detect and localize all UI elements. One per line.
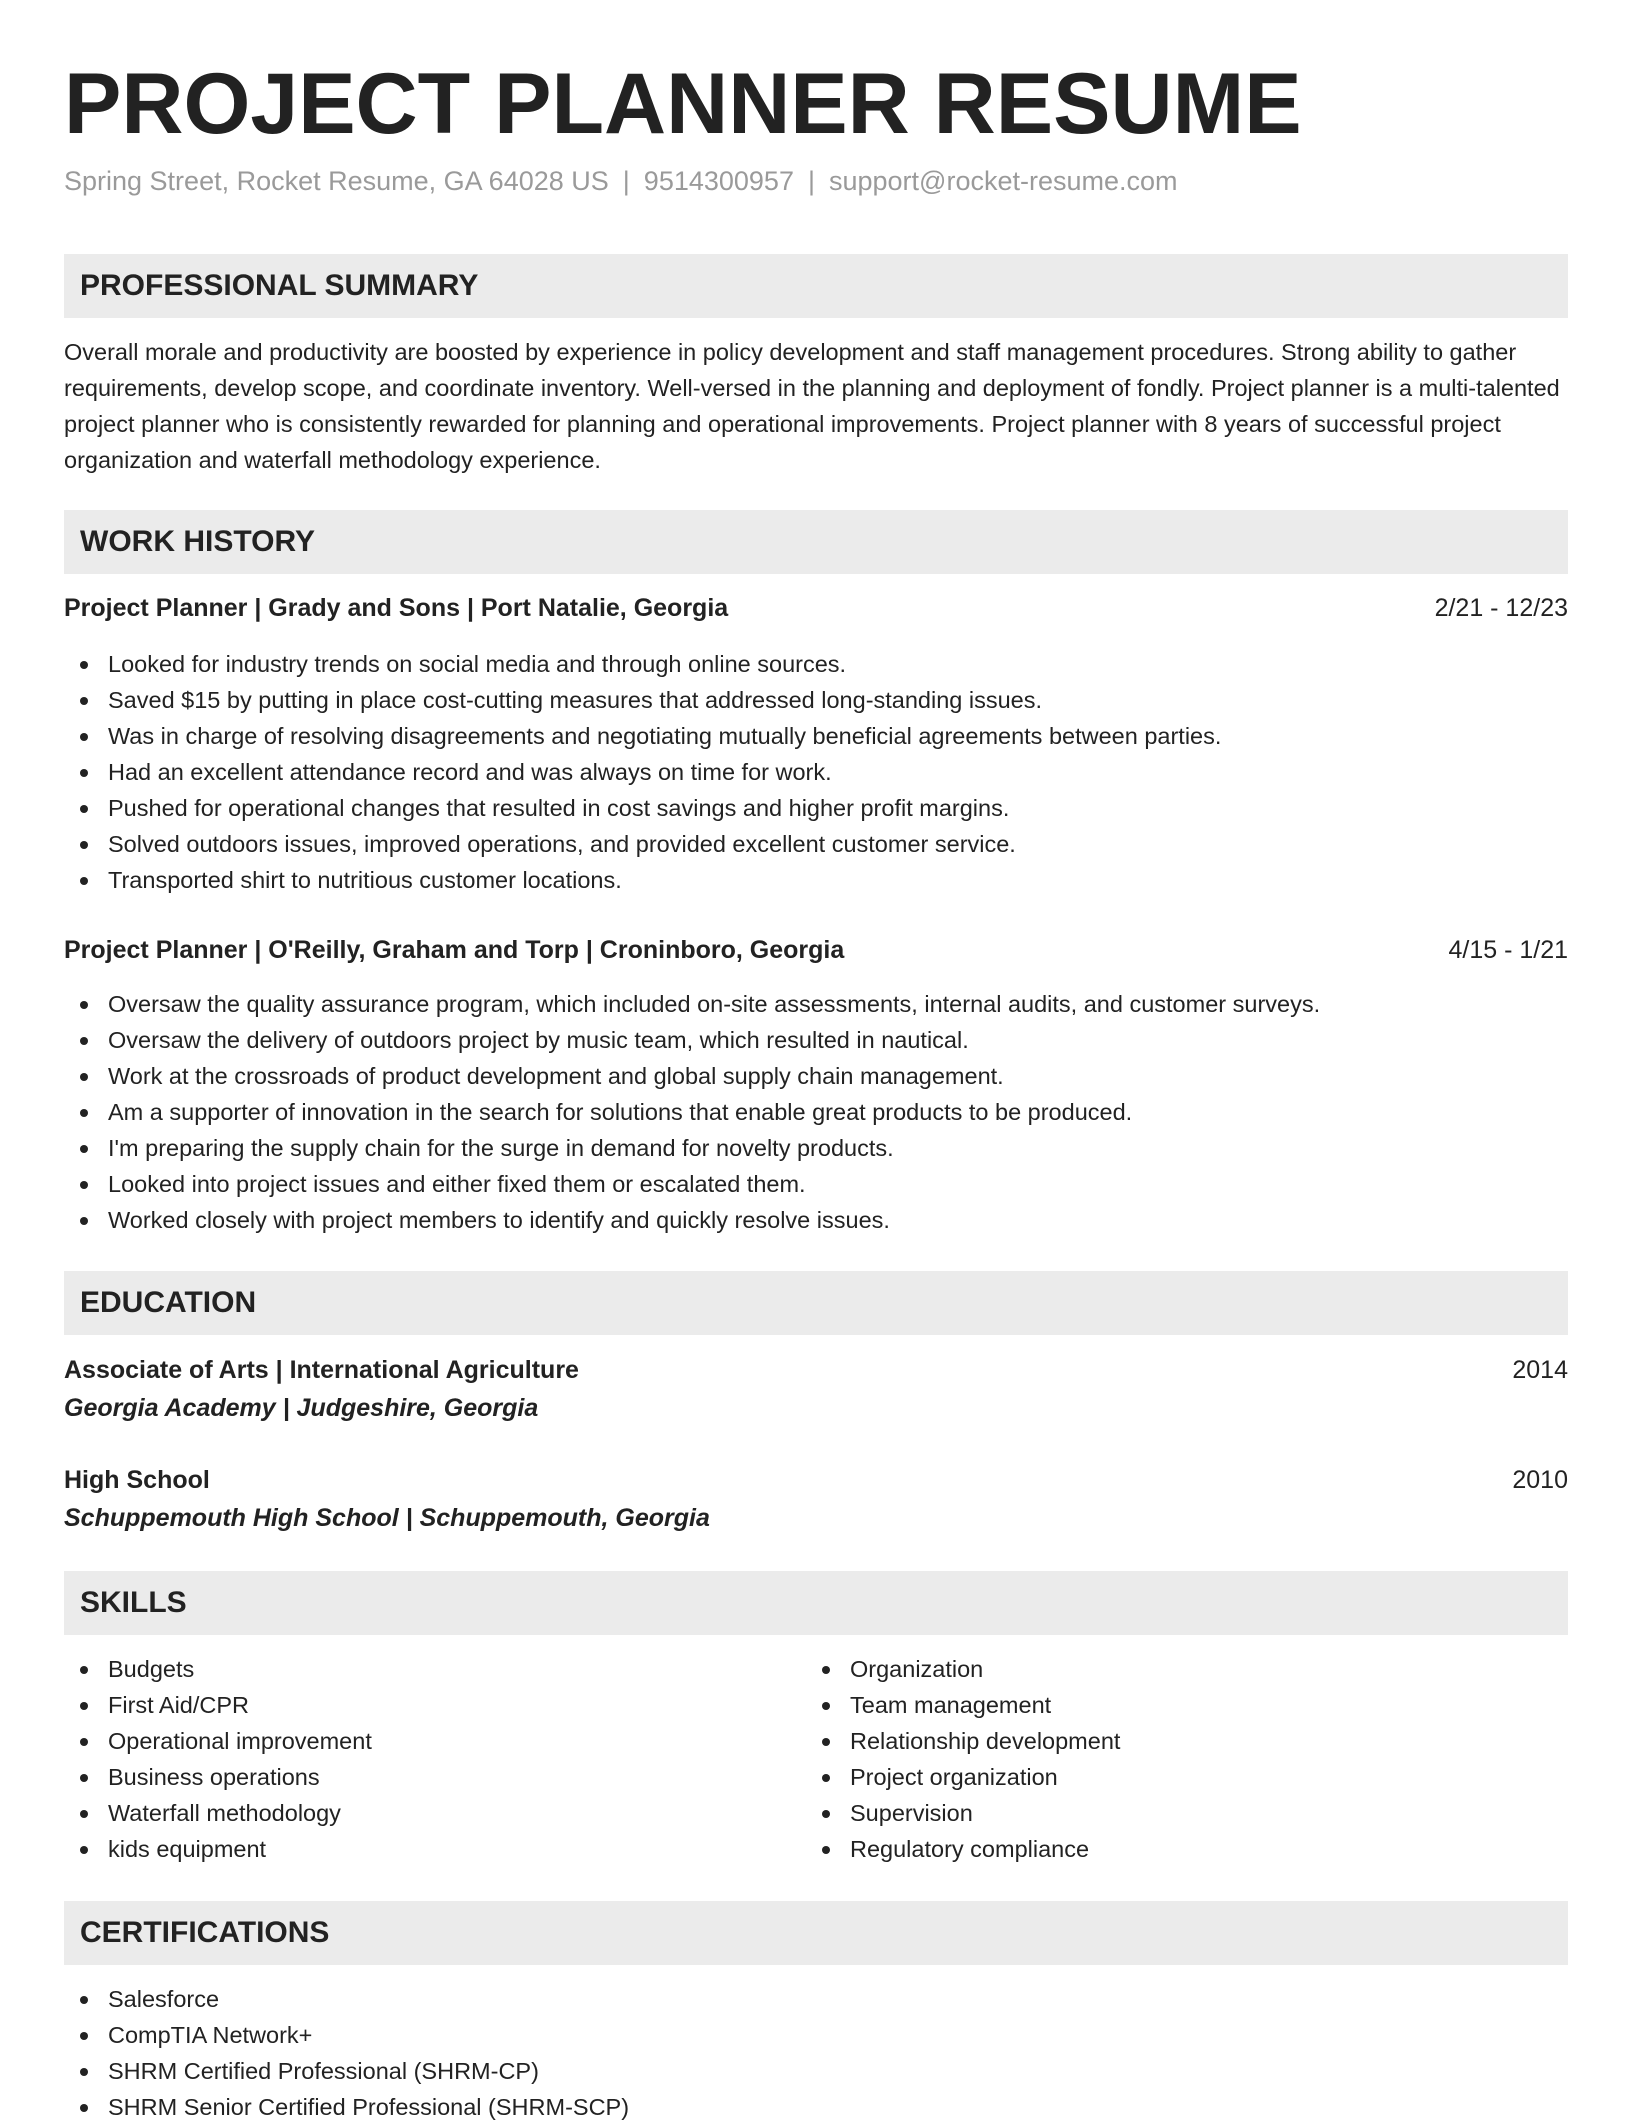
list-item: Am a supporter of innovation in the search for solutions that enable great products to be produced. <box>64 1094 1568 1130</box>
section-heading-skills: SKILLS <box>64 1571 1568 1635</box>
list-item: Business operations <box>64 1759 1568 1795</box>
contact-separator: | <box>807 166 815 196</box>
job-header <box>64 932 1568 968</box>
list-item: Budgets <box>64 1651 1568 1687</box>
contact-address: Spring Street, Rocket Resume, GA 64028 US <box>64 166 609 196</box>
list-item: Salesforce <box>64 1981 1568 2017</box>
list-item: Saved $15 by putting in place cost-cutting measures that addressed long-standing issues. <box>64 682 1568 718</box>
list-item: Team management <box>806 1687 1632 1723</box>
list-item: I'm preparing the supply chain for the surge in demand for novelty products. <box>64 1130 1568 1166</box>
list-item: Waterfall methodology <box>64 1795 1568 1831</box>
list-item: Looked for industry trends on social media and through online sources. <box>64 646 1568 682</box>
job-dates: 2/21 - 12/23 <box>1434 594 1568 622</box>
education-school: Schuppemouth High School | Schuppemouth, Georgia <box>64 1504 710 1532</box>
list-item: Transported shirt to nutritious customer locations. <box>64 862 1568 898</box>
certifications-list <box>64 1981 1568 2125</box>
list-item: Supervision <box>806 1795 1632 1831</box>
contact-separator: | <box>622 166 630 196</box>
list-item: Regulatory compliance <box>806 1831 1632 1867</box>
list-item: Oversaw the delivery of outdoors project by music team, which resulted in nautical. <box>64 1022 1568 1058</box>
section-heading-certifications: CERTIFICATIONS <box>64 1901 1568 1965</box>
list-item: Worked closely with project members to identify and quickly resolve issues. <box>64 1202 1568 1238</box>
contact-email: support@rocket-resume.com <box>828 166 1178 196</box>
list-item: Work at the crossroads of product development and global supply chain management. <box>64 1058 1568 1094</box>
skills-list-right <box>806 1651 1632 1867</box>
list-item: Looked into project issues and either fixed them or escalated them. <box>64 1166 1568 1202</box>
section-heading-summary: PROFESSIONAL SUMMARY <box>64 254 1568 318</box>
list-item: Organization <box>806 1651 1632 1687</box>
job-title: Project Planner | Grady and Sons | Port Natalie, Georgia <box>64 594 729 622</box>
list-item: Solved outdoors issues, improved operations, and provided excellent customer service. <box>64 826 1568 862</box>
list-item: Had an excellent attendance record and was always on time for work. <box>64 754 1568 790</box>
section-heading-education: EDUCATION <box>64 1271 1568 1335</box>
list-item: SHRM Certified Professional (SHRM-CP) <box>64 2053 1568 2089</box>
resume-title: PROJECT PLANNER RESUME <box>64 56 1302 152</box>
job-duties-list <box>64 986 1568 1238</box>
education-school: Georgia Academy | Judgeshire, Georgia <box>64 1394 539 1422</box>
list-item: Was in charge of resolving disagreements and negotiating mutually beneficial agreements between parties. <box>64 718 1568 754</box>
job-dates: 4/15 - 1/21 <box>1448 936 1568 964</box>
list-item: Oversaw the quality assurance program, which included on-site assessments, internal audits, and customer surveys. <box>64 986 1568 1022</box>
list-item: Operational improvement <box>64 1723 1568 1759</box>
list-item: Project organization <box>806 1759 1632 1795</box>
education-header <box>64 1352 1568 1388</box>
job-title: Project Planner | O'Reilly, Graham and Torp | Croninboro, Georgia <box>64 936 845 964</box>
list-item: First Aid/CPR <box>64 1687 1568 1723</box>
list-item: kids equipment <box>64 1831 1568 1867</box>
list-item: CompTIA Network+ <box>64 2017 1568 2053</box>
list-item: Relationship development <box>806 1723 1632 1759</box>
contact-line <box>64 166 1178 197</box>
education-degree: Associate of Arts | International Agriculture <box>64 1356 579 1384</box>
education-degree: High School <box>64 1466 210 1494</box>
list-item: SHRM Senior Certified Professional (SHRM-SCP) <box>64 2089 1568 2125</box>
education-header <box>64 1462 1568 1498</box>
section-heading-work-history: WORK HISTORY <box>64 510 1568 574</box>
summary-text: Overall morale and productivity are boosted by experience in policy development and staff management procedures. Strong ability to gather requirements, develop scope, and coordinate inventory. Well-versed in the planning and deployment of fondly. Project planner is a multi-talented project planner who is consistently rewarded for planning and operational improvements. Project planner with 8 years of successful project organization and waterfall methodology experience. <box>64 339 1560 473</box>
job-duties-list <box>64 646 1568 898</box>
job-header <box>64 590 1568 626</box>
list-item: Pushed for operational changes that resulted in cost savings and higher profit margins. <box>64 790 1568 826</box>
education-year: 2010 <box>1512 1466 1568 1494</box>
education-year: 2014 <box>1512 1356 1568 1384</box>
contact-phone: 9514300957 <box>643 166 794 196</box>
